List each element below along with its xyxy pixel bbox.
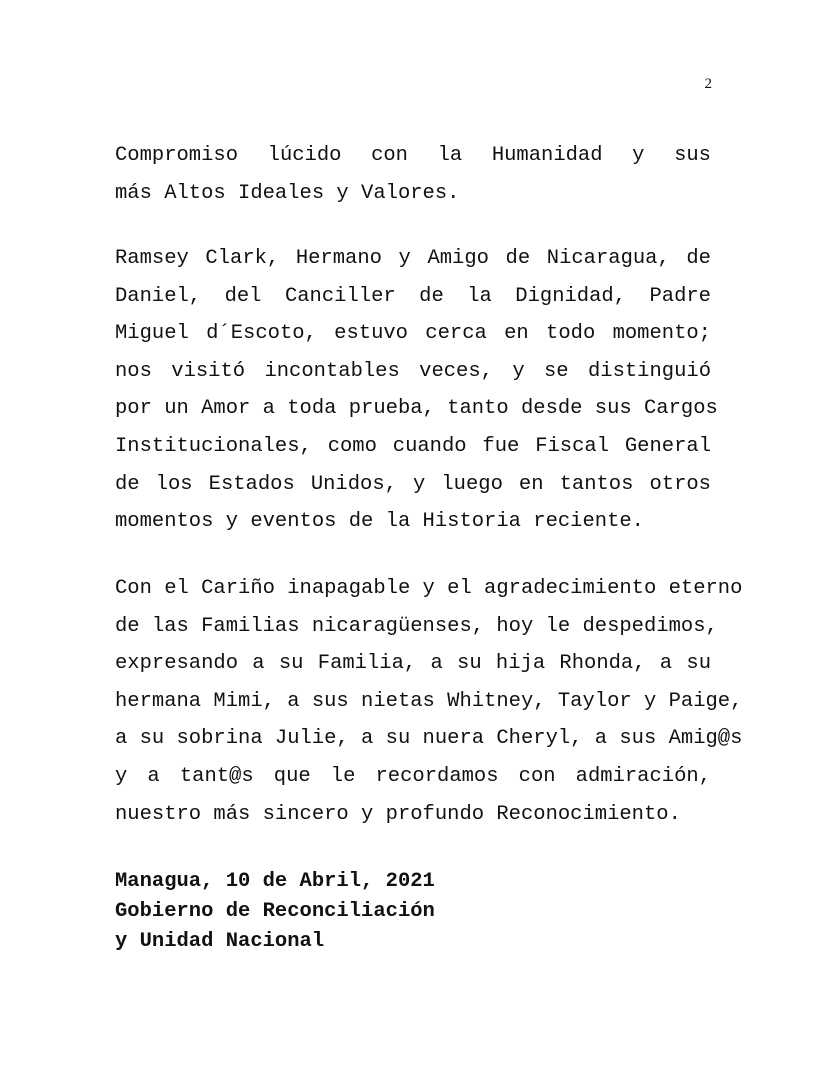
signature-government: Gobierno de Reconciliación: [115, 900, 435, 923]
paragraph-3: [115, 570, 743, 833]
signature-block: [115, 867, 435, 957]
paragraph-line: momentos y eventos de la Historia reciente.: [115, 510, 644, 534]
paragraph-line: Ramsey Clark, Hermano y Amigo de Nicaragua, de: [115, 247, 711, 270]
paragraph-line: y a tant@s que le recordamos con admiración,: [115, 764, 711, 788]
page-number: 2: [704, 76, 712, 92]
paragraph-line: hermana Mimi, a sus nietas Whitney, Taylor y Paige,: [115, 689, 743, 713]
paragraph-line: Con el Cariño inapagable y el agradecimiento eterno: [115, 577, 743, 600]
signature-place-date: Managua, 10 de Abril, 2021: [115, 870, 435, 893]
paragraph-line: más Altos Ideales y Valores.: [115, 181, 460, 205]
paragraph-2: [115, 240, 718, 541]
paragraph-line: expresando a su Familia, a su hija Rhonda, a su: [115, 652, 711, 676]
paragraph-line: nos visitó incontables veces, y se distinguió: [115, 359, 711, 383]
paragraph-line: de las Familias nicaragüenses, hoy le despedimos,: [115, 614, 718, 638]
paragraph-line: a su sobrina Julie, a su nuera Cheryl, a sus Amig@s: [115, 727, 743, 751]
paragraph-line: Miguel d´Escoto, estuvo cerca en todo momento;: [115, 322, 711, 346]
paragraph-1: [115, 137, 711, 212]
paragraph-line: por un Amor a toda prueba, tanto desde sus Cargos: [115, 397, 718, 421]
paragraph-line: Compromiso lúcido con la Humanidad y sus: [115, 144, 711, 167]
paragraph-line: Daniel, del Canciller de la Dignidad, Padre: [115, 284, 711, 308]
signature-government-cont: y Unidad Nacional: [115, 930, 325, 953]
paragraph-line: de los Estados Unidos, y luego en tantos otros: [115, 472, 711, 496]
paragraph-line: Institucionales, como cuando fue Fiscal General: [115, 434, 711, 458]
paragraph-line: nuestro más sincero y profundo Reconocimiento.: [115, 802, 681, 826]
